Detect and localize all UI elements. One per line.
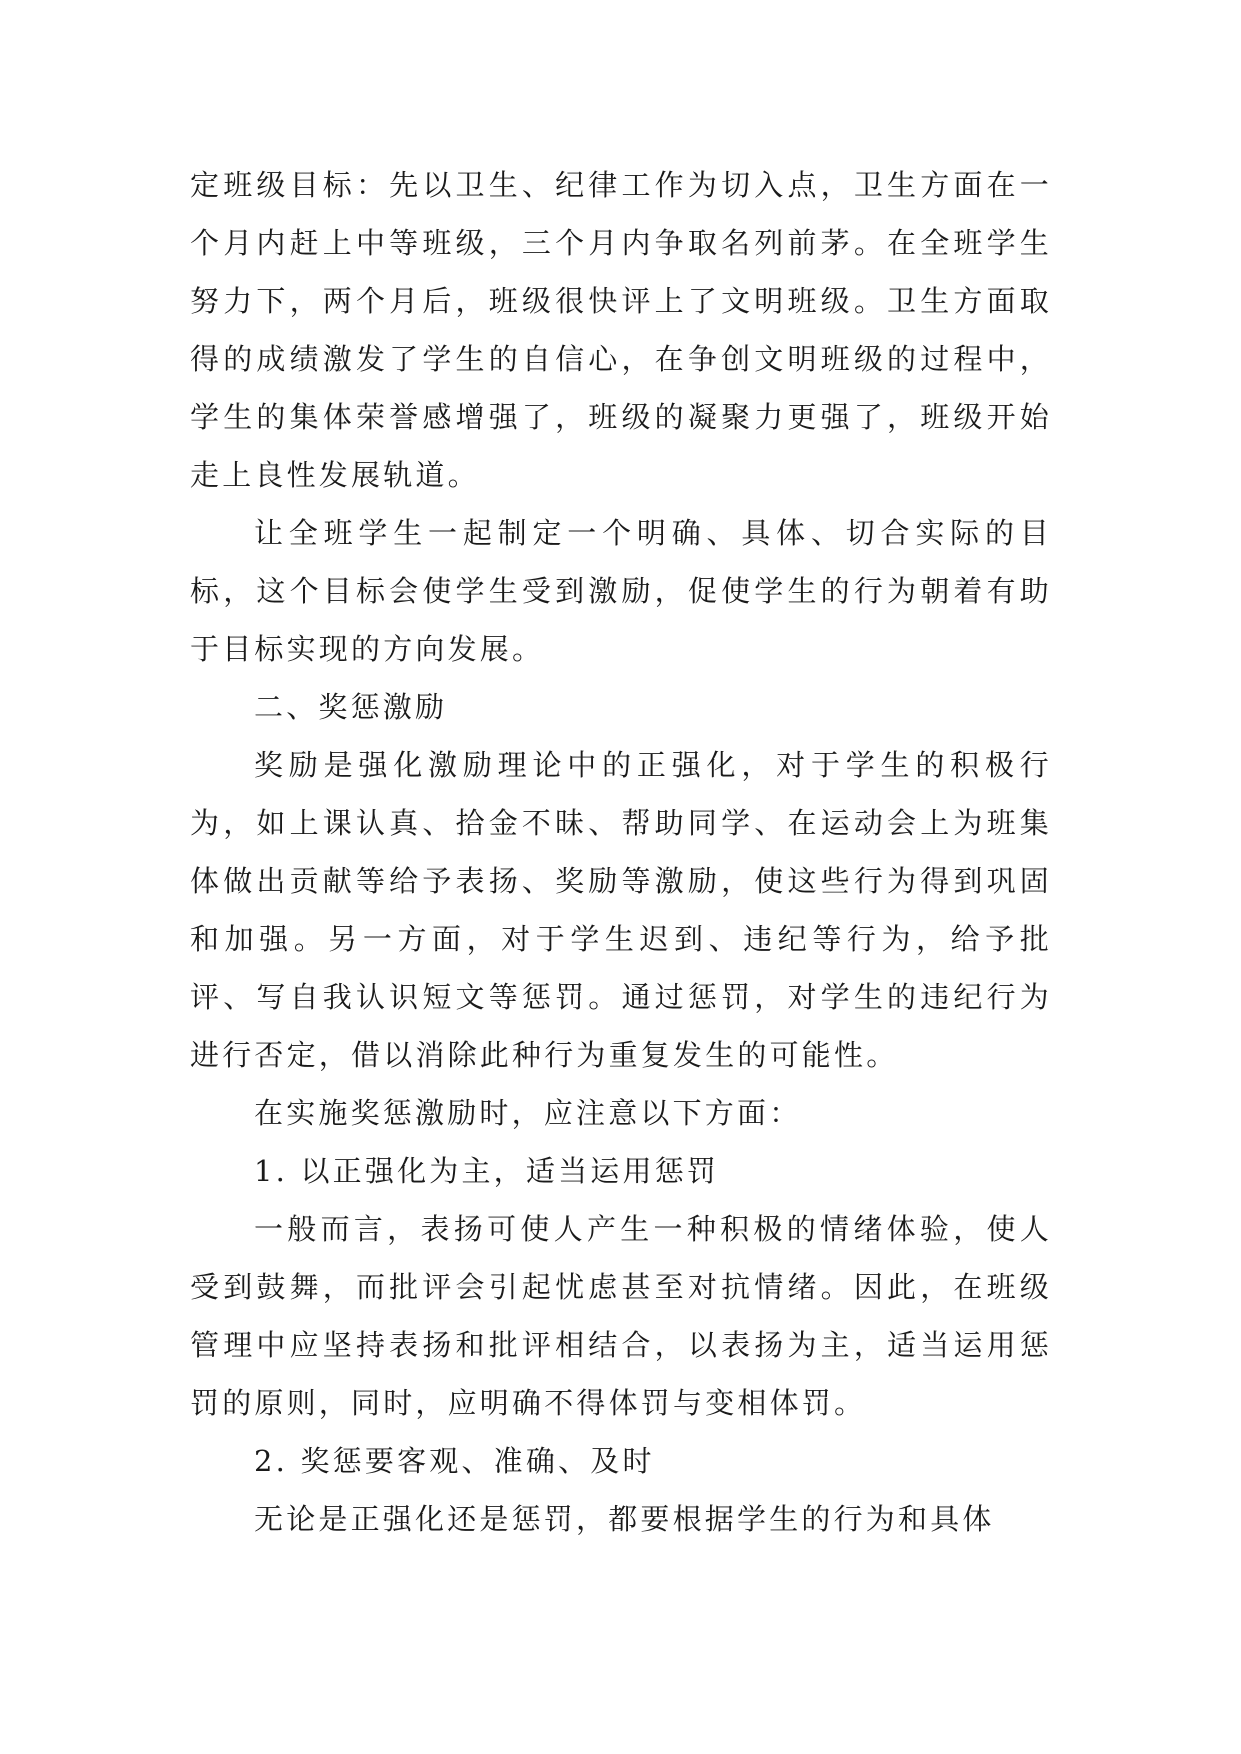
paragraph-reward-punishment: 奖励是强化激励理论中的正强化，对于学生的积极行为，如上课认真、拾金不昧、帮助同学、在运动会上为班集体做出贡献等给予表扬、奖励等激励，使这些行为得到巩固和加强。另一方面，对于学生迟到、违纪等行为，给予批评、写自我认识短文等惩罚。通过惩罚，对学生的违纪行为进行否定，借以消除此种行为重复发生的可能性。 — [190, 748, 1052, 1072]
paragraph-goal-setting: 让全班学生一起制定一个明确、具体、切合实际的目标，这个目标会使学生受到激励，促使学生的行为朝着有助于目标实现的方向发展。 — [190, 516, 1052, 666]
paragraph-praise-criticism: 一般而言，表扬可使人产生一种积极的情绪体验，使人受到鼓舞，而批评会引起忧虑甚至对抗情绪。因此，在班级管理中应坚持表扬和批评相结合，以表扬为主，适当运用惩罚的原则，同时，应明确不得体罚与变相体罚。 — [190, 1212, 1052, 1420]
paragraph-class-goal-continuation: 定班级目标：先以卫生、纪律工作为切入点，卫生方面在一个月内赶上中等班级，三个月内争取名列前茅。在全班学生努力下，两个月后，班级很快评上了文明班级。卫生方面取得的成绩激发了学生的自信心，在争创文明班级的过程中，学生的集体荣誉感增强了，班级的凝聚力更强了，班级开始走上良性发展轨道。 — [190, 168, 1052, 492]
document-body — [190, 156, 1052, 1548]
paragraph-final-truncated: 无论是正强化还是惩罚，都要根据学生的行为和具体 — [254, 1502, 995, 1536]
subheading-positive-reinforcement: 1. 以正强化为主，适当运用惩罚 — [254, 1154, 720, 1188]
paragraph-notes-intro: 在实施奖惩激励时，应注意以下方面： — [254, 1096, 802, 1130]
subheading-objective-timely: 2. 奖惩要客观、准确、及时 — [254, 1444, 655, 1478]
section-heading-reward-punishment: 二、奖惩激励 — [254, 690, 448, 724]
